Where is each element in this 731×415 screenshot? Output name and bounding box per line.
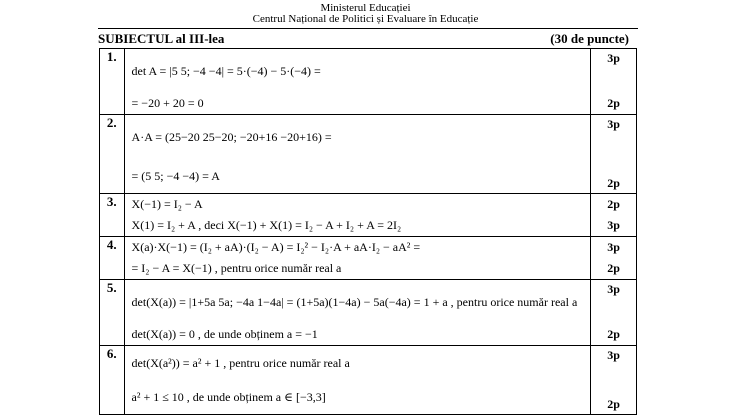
item-line: X(−1) = I₂ − A [131,197,203,211]
item-line: a² + 1 ≤ 10 , de unde obținem a ∈ [−3,3] [131,389,326,404]
item-line: = −20 + 20 = 0 [131,96,204,110]
item-line: = I₂ − A = X(−1) , pentru orice număr real a [131,261,342,275]
item-points: 2p [607,261,620,275]
header-rule [98,28,638,29]
item-line: A·A = (25−20 25−20; −20+16 −20+16) = [131,129,332,144]
item-line: = (5 5; −4 −4) = A [131,168,220,183]
item-line: det(X(a)) = |1+5a 5a; −4a 1−4a| = (1+5a)(1−4a) − 5a(−4a) = 1 + a , pentru orice număr real a [131,294,578,309]
item-points: 3p [607,218,620,232]
item-points: 2p [607,96,620,110]
center-header: Centrul Național de Politici și Evaluare în Educație [252,13,479,25]
item-points: 3p [607,51,620,65]
item-number: 6. [100,346,125,415]
ministry-header: Ministerul Educației [320,2,411,14]
item-points: 3p [607,348,620,362]
item-row-3 [100,194,637,237]
item-points: 3p [607,282,620,296]
item-number: 5. [100,280,125,346]
item-number: 2. [100,115,125,194]
item-line: det A = |5 5; −4 −4| = 5·(−4) − 5·(−4) = [131,63,321,78]
item-row-4 [100,237,637,280]
item-number: 4. [100,237,125,280]
item-row-6 [100,346,637,415]
item-row-2 [100,115,637,194]
item-line: X(a)·X(−1) = (I₂ + aA)·(I₂ − A) = I₂² − I₂·A + aA·I₂ − aA² = [131,240,421,254]
item-points: 2p [607,397,620,411]
item-line: det(X(a)) = 0 , de unde obținem a = −1 [131,327,318,341]
solution-table [99,48,637,415]
item-number: 1. [100,49,125,115]
item-points: 2p [607,176,620,190]
item-line: X(1) = I₂ + A , deci X(−1) + X(1) = I₂ − A + I₂ + A = 2I₂ [131,218,402,232]
item-points: 2p [607,197,620,211]
item-number: 3. [100,194,125,237]
item-points: 3p [607,117,620,131]
item-points: 3p [607,240,620,254]
item-points: 2p [607,327,620,341]
item-line: det(X(a²)) = a² + 1 , pentru orice număr real a [131,355,350,370]
subject-title: SUBIECTUL al III-lea [98,31,225,46]
subject-points: (30 de puncte) [550,31,629,46]
item-row-5 [100,280,637,346]
item-row-1 [100,49,637,115]
